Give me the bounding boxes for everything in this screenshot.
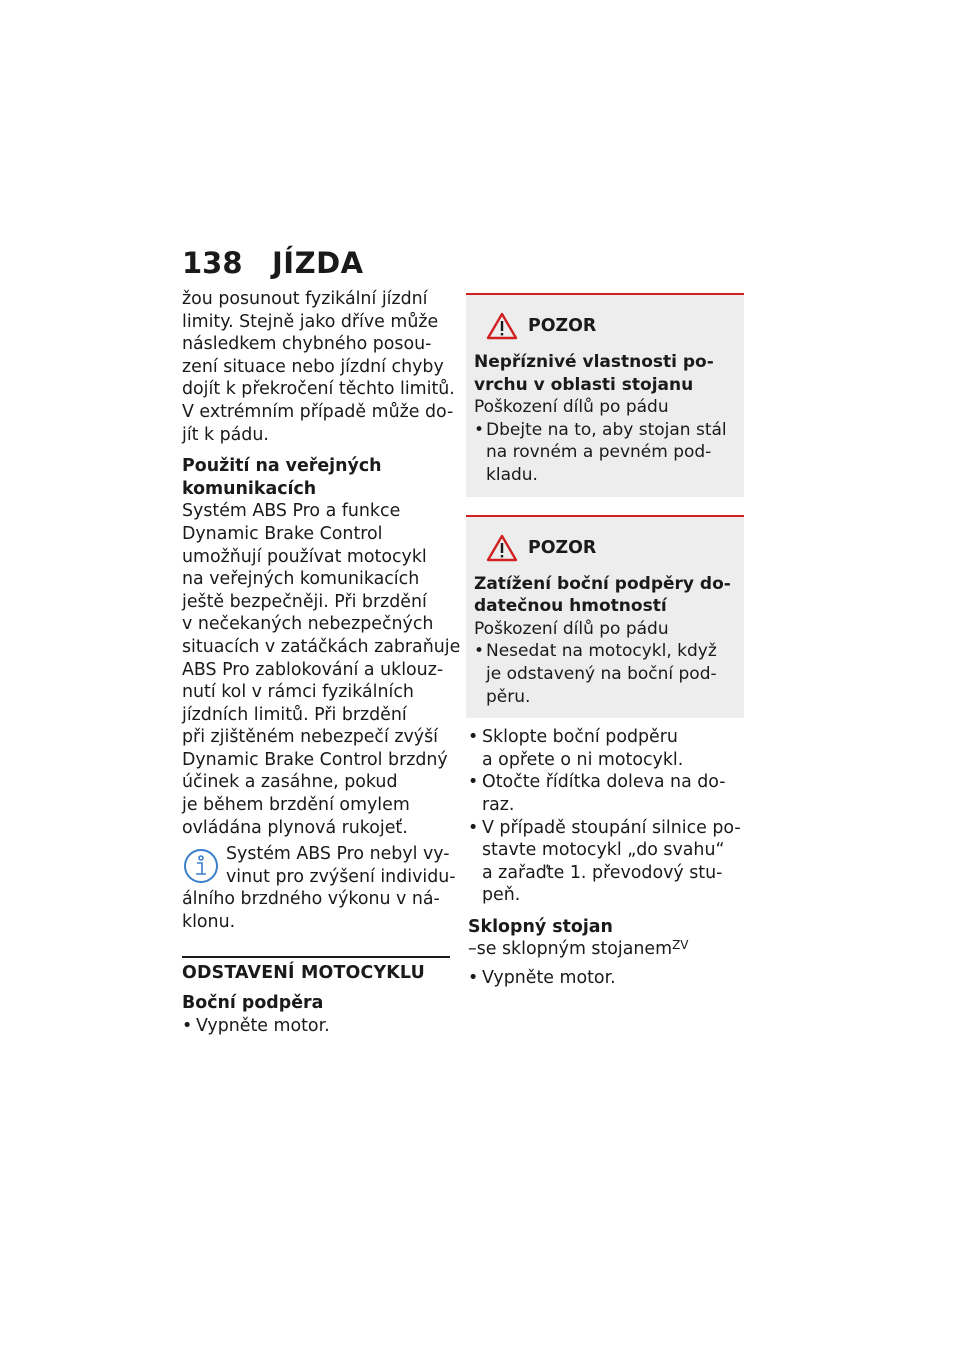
heading-line: Nepříznivé vlastnosti po-: [474, 352, 714, 372]
text-line: Systém ABS Pro a funkce: [182, 501, 401, 522]
warning-bullet: [474, 419, 734, 487]
info-icon: [182, 847, 220, 885]
text-line: Otočte řídítka doleva na do-: [482, 772, 726, 793]
bullet-icon: •: [474, 641, 485, 662]
warning-heading: [474, 573, 734, 618]
left-column: [182, 288, 461, 1037]
section-title: ODSTAVENÍ MOTOCYKLU: [182, 962, 425, 983]
text-line: pěru.: [486, 686, 531, 707]
text-line: peň.: [482, 885, 521, 906]
text-line: na rovném a pevném pod-: [486, 442, 712, 463]
warning-label: POZOR: [528, 316, 597, 336]
text-line: ABS Pro zablokování a uklouz-: [182, 659, 444, 680]
text-line: zení situace nebo jízdní chyby: [182, 356, 444, 377]
warning-triangle-icon: [486, 534, 518, 562]
bullet-text: Vypněte motor.: [482, 968, 616, 989]
warning-bullet: [474, 640, 734, 708]
option-text: –se sklopným stojanem: [468, 939, 673, 960]
bullet-icon: •: [468, 772, 479, 793]
bullet-icon: •: [468, 968, 479, 989]
text-line: žou posunout fyzikální jízdní: [182, 289, 428, 309]
warning-label: POZOR: [528, 537, 597, 558]
steps-list: [468, 726, 741, 907]
warning-box: [466, 515, 744, 719]
text-line: následkem chybného posou-: [182, 334, 432, 355]
text-line: Sklopte boční podpěru: [482, 727, 678, 748]
bullet-text: Vypněte motor.: [196, 1015, 330, 1036]
text-line: v nečekaných nebezpečných: [182, 614, 434, 635]
list-item: [182, 1015, 450, 1038]
text-line: vinut pro zvýšení individu-: [226, 866, 456, 887]
bullet-icon: •: [468, 727, 479, 748]
list-item: [468, 817, 741, 907]
info-note-text: [226, 843, 456, 888]
text-line: ovládána plynová rukojeť.: [182, 817, 408, 838]
bullet-icon: •: [468, 817, 479, 838]
warning-triangle-icon: [486, 312, 518, 340]
text-line: a zařaďte 1. převodový stu-: [482, 862, 723, 883]
text-line: při zjištěném nebezpečí zvýší: [182, 727, 438, 748]
text-line: je odstavený na boční pod-: [486, 663, 717, 684]
text-line: Dynamic Brake Control brzdný: [182, 749, 448, 770]
text-line: je během brzdění omylem: [182, 795, 410, 816]
text-line: na veřejných komunikacích: [182, 569, 420, 590]
option-superscript: ZV: [672, 938, 689, 953]
right-column: [468, 293, 741, 990]
warning-consequence: Poškození dílů po pádu: [474, 397, 669, 418]
text-line: limity. Stejně jako dříve může: [182, 311, 439, 332]
bullet-icon: •: [474, 419, 485, 440]
abs-paragraph: [182, 500, 461, 839]
text-line: raz.: [482, 794, 515, 815]
bullet-icon: •: [182, 1015, 193, 1036]
heading-line: vrchu v oblasti stojanu: [474, 374, 694, 395]
text-line: V extrémním případě může do-: [182, 401, 454, 422]
text-line: álního brzdného výkonu v ná-: [182, 889, 440, 910]
heading-line: datečnou hmotností: [474, 596, 667, 617]
option-line: [468, 938, 736, 961]
text-line: umožňují používat motocykl: [182, 546, 427, 567]
warning-box: [466, 293, 744, 497]
heading-center-stand: Sklopný stojan: [468, 916, 613, 937]
list-item: [468, 967, 736, 990]
text-line: ještě bezpečněji. Při brzdění: [182, 591, 427, 612]
section-divider: [182, 956, 450, 985]
text-line: situacích v zatáčkách zabraňuje: [182, 636, 461, 657]
page-header: [182, 246, 364, 280]
text-line: a opřete o ni motocykl.: [482, 749, 684, 770]
text-line: Nesedat na motocykl, když: [486, 641, 717, 662]
warning-header: [474, 311, 734, 341]
heading-side-stand: Boční podpěra: [182, 993, 324, 1014]
warning-header: [474, 533, 734, 563]
text-line: Systém ABS Pro nebyl vy-: [226, 844, 450, 865]
heading-line: Zatížení boční podpěry do-: [474, 573, 731, 594]
page-title: JÍZDA: [272, 246, 364, 280]
info-note-continued: [182, 888, 450, 933]
text-line: Dbejte na to, aby stojan stál: [486, 419, 727, 440]
text-line: jít k pádu.: [182, 424, 269, 445]
text-line: V případě stoupání silnice po-: [482, 817, 741, 838]
list-item: [468, 726, 736, 771]
text-line: nutí kol v rámci fyzikálních: [182, 682, 414, 703]
heading-line: Použití na veřejných: [182, 456, 382, 477]
text-line: kladu.: [486, 464, 538, 485]
warning-consequence: Poškození dílů po pádu: [474, 618, 669, 639]
text-line: účinek a zasáhne, pokud: [182, 772, 398, 793]
info-note: [182, 843, 456, 888]
heading-public-roads: [182, 455, 450, 500]
text-line: dojít k překročení těchto limitů.: [182, 379, 455, 400]
heading-line: komunikacích: [182, 478, 317, 499]
warning-heading: [474, 351, 734, 396]
text-line: stavte motocykl „do svahu“: [482, 840, 725, 861]
intro-paragraph: [182, 288, 455, 446]
text-line: Dynamic Brake Control: [182, 523, 383, 544]
text-line: klonu.: [182, 912, 236, 933]
text-line: jízdních limitů. Při brzdění: [182, 704, 407, 725]
list-item: [468, 771, 736, 816]
page-number: 138: [182, 246, 243, 280]
